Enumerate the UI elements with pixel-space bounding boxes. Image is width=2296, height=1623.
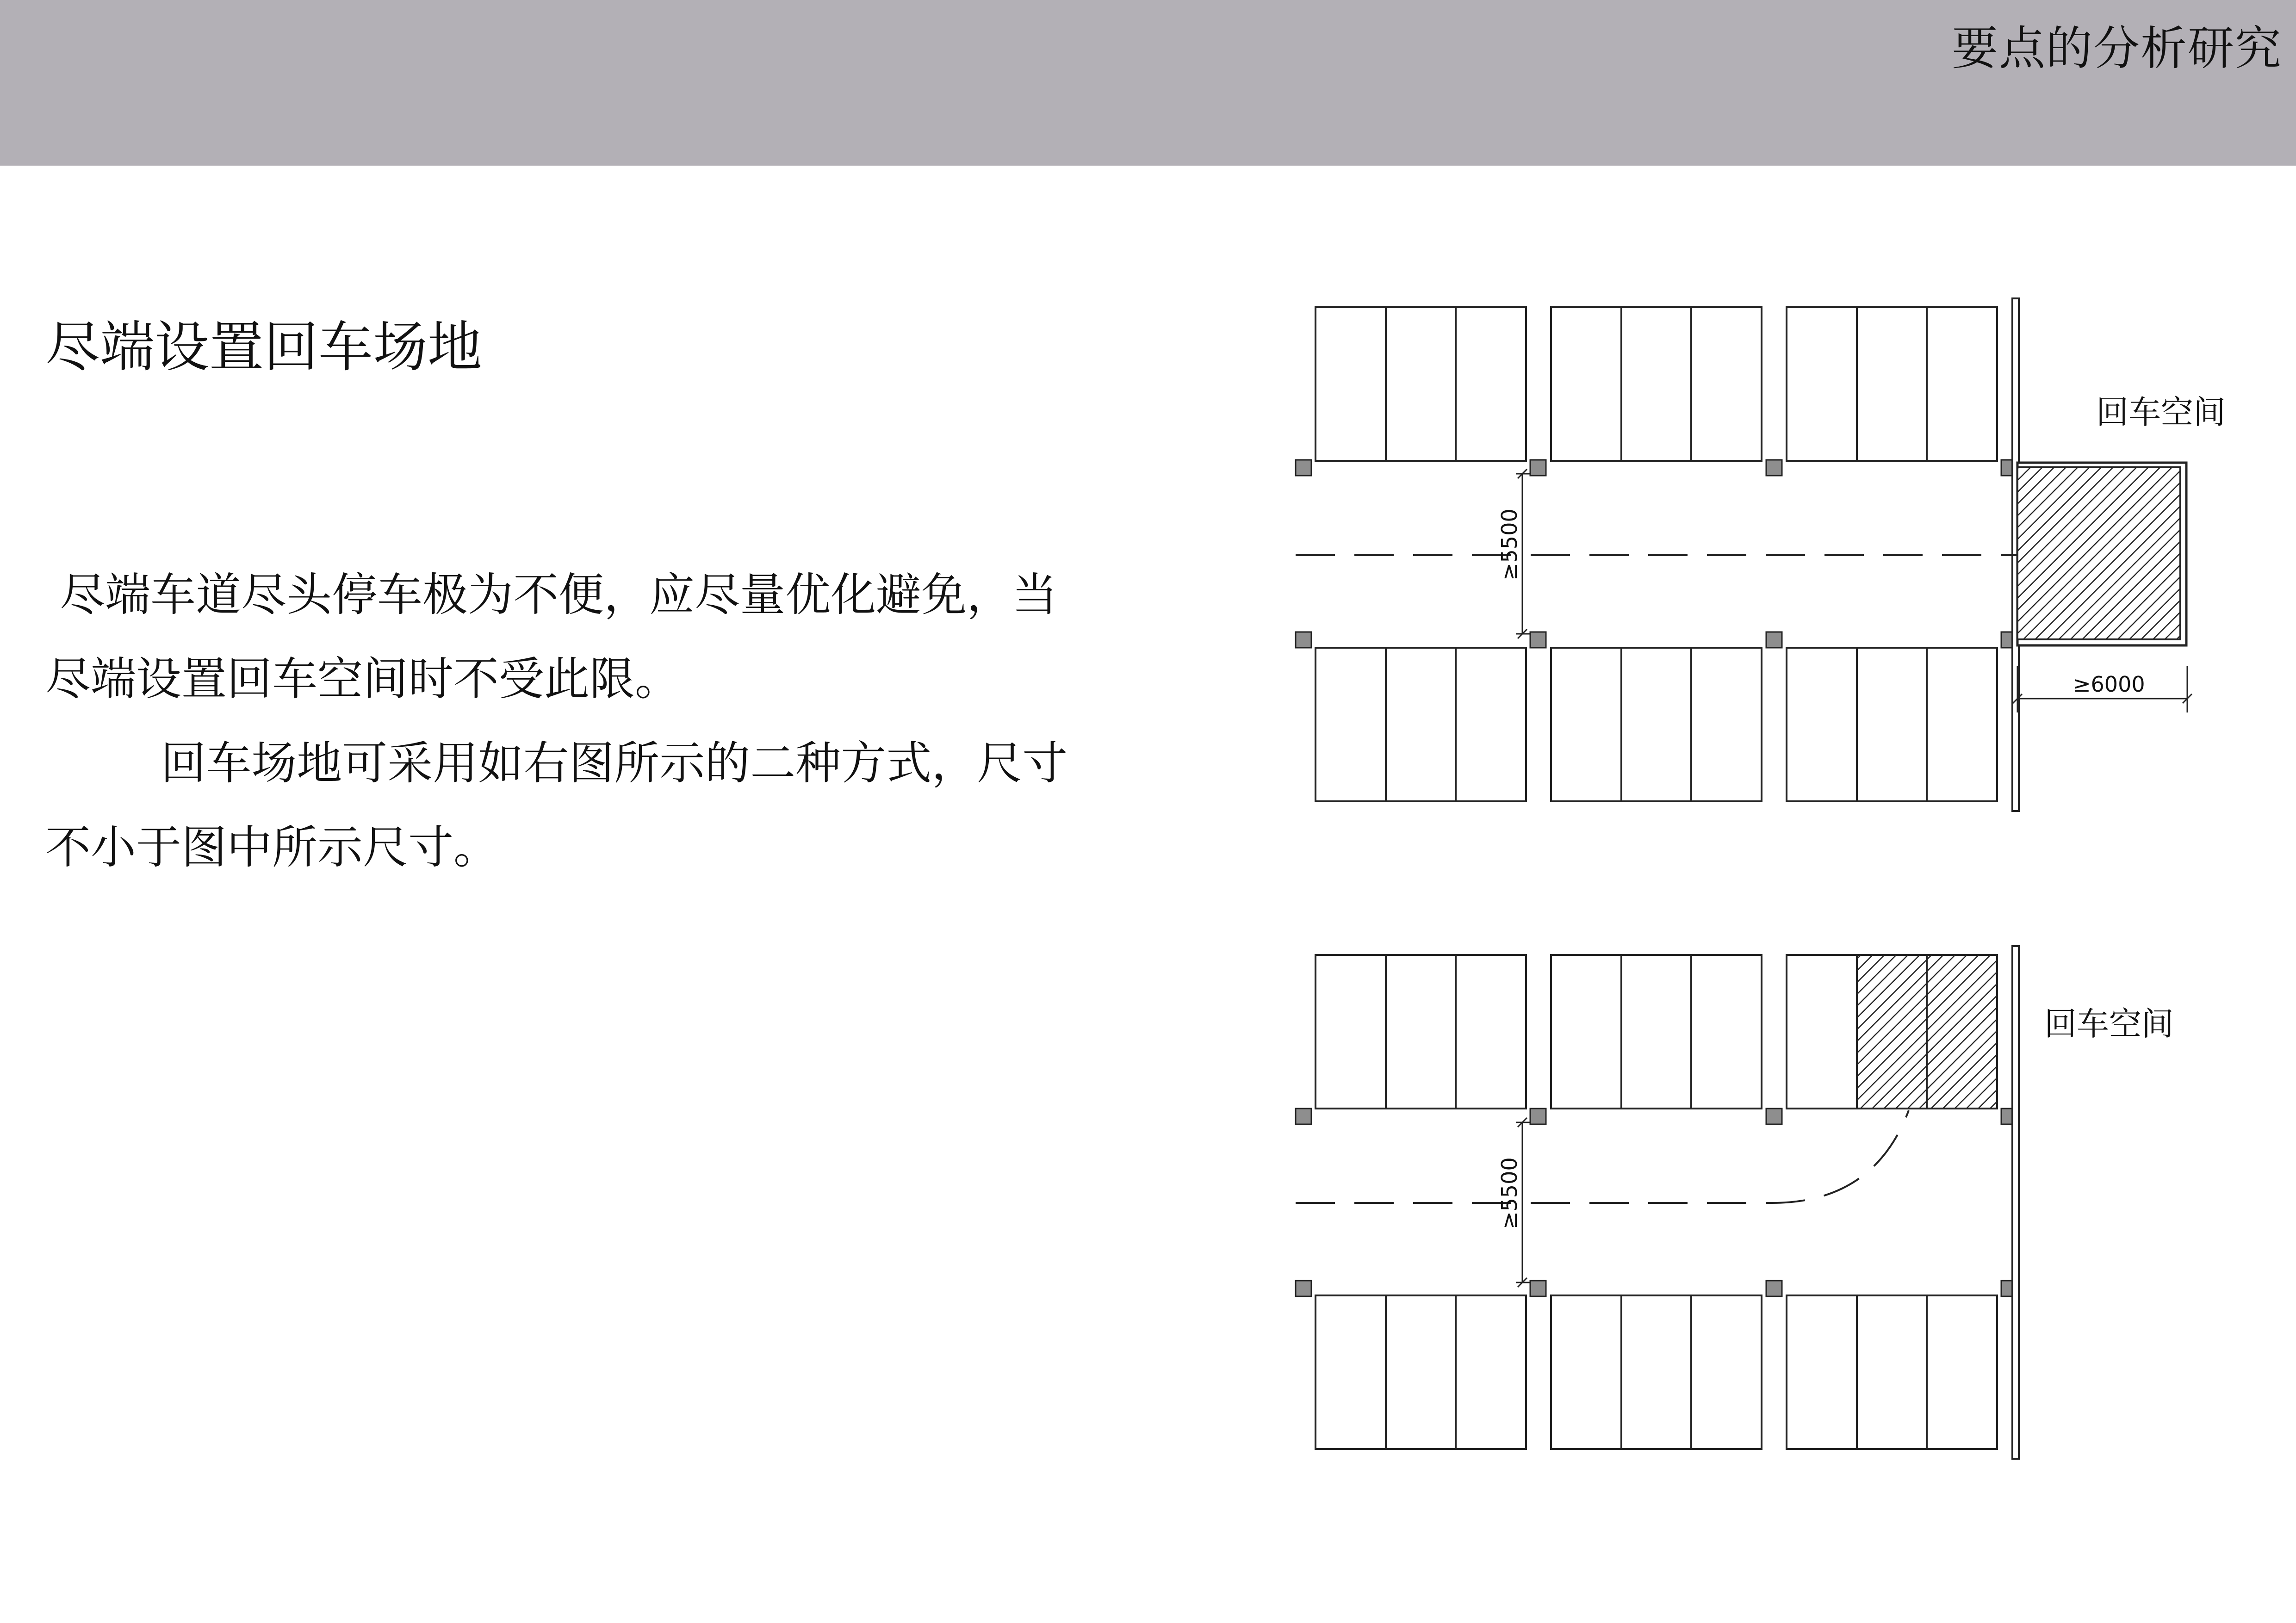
diagram-top <box>1296 298 2226 811</box>
aisle-centerline-bottom <box>1296 1110 1909 1203</box>
parking-row-top-lower <box>1316 648 1997 801</box>
turnaround-area-top <box>2017 463 2186 645</box>
columns-top <box>1296 460 2017 648</box>
section-title: 尽端设置回车场地 <box>45 315 483 379</box>
parking-row-bottom-lower <box>1316 1295 1997 1449</box>
turnaround-label-bottom: 回车空间 <box>2044 1005 2174 1043</box>
page-header-title: 要点的分析研究 <box>1952 21 2282 75</box>
parking-row-top-upper <box>1316 307 1997 461</box>
aisle-dimension-label-top: ≥5500 <box>1497 508 1522 581</box>
paragraph-1-line-1: 尽端车道尽头停车极为不便，应尽量优化避免，当 <box>45 569 1058 621</box>
paragraph-2-line-1: 回车场地可采用如右图所示的二种方式，尺寸 <box>45 737 1068 790</box>
paragraph-1-line-2: 尽端设置回车空间时不受此限。 <box>45 653 681 706</box>
end-wall-bottom <box>2012 946 2019 1459</box>
turnaround-label-top: 回车空间 <box>2096 393 2226 431</box>
diagram-bottom <box>1296 946 2174 1459</box>
paragraph-2-line-2: 不小于图中所示尺寸。 <box>45 821 499 874</box>
aisle-dimension-label-bottom: ≥5500 <box>1497 1157 1522 1229</box>
turnaround-dimension-label-top: ≥6000 <box>2073 672 2145 697</box>
